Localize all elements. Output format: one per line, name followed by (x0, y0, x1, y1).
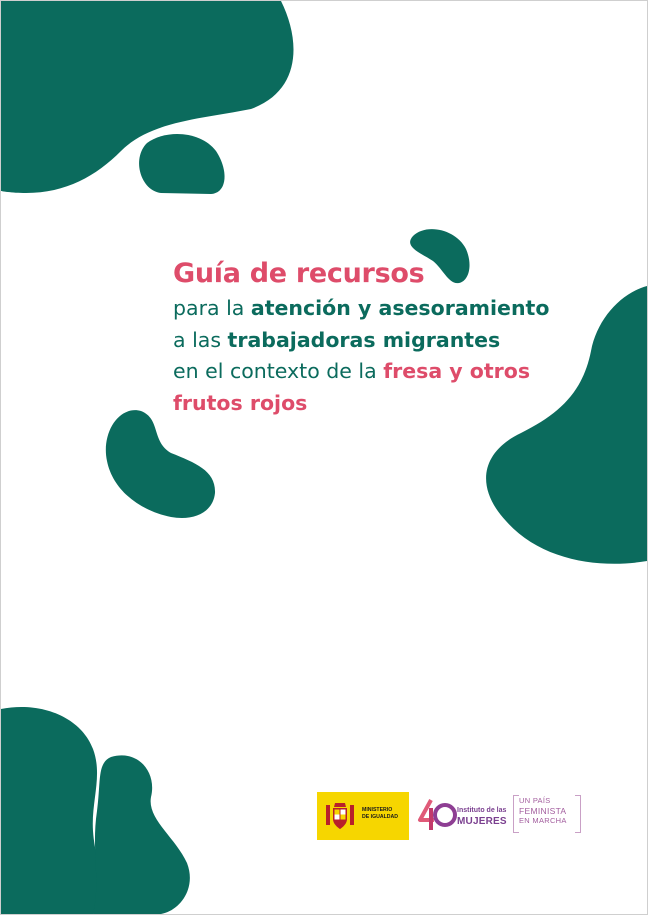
pais-line-3: EN MARCHA (519, 816, 567, 825)
instituto-small-label: Instituto de las (457, 807, 507, 814)
pais-line-1: UN PAÍS (519, 796, 551, 805)
logo-instituto-mujeres (417, 796, 509, 838)
cover-title-block (173, 255, 573, 419)
pais-line-2: FEMINISTA (519, 806, 567, 816)
subtitle-line-3-normal: en el contexto de la (173, 359, 384, 383)
ministerio-line-2: DE IGUALDAD (362, 814, 399, 820)
coat-of-arms-icon (323, 799, 357, 833)
subtitle-line-2-normal: a las (173, 327, 228, 352)
decorative-blobs (1, 1, 647, 914)
logo-pais-feminista (513, 796, 581, 832)
subtitle-line-2-bold: trabajadoras migrantes (227, 327, 501, 352)
blob-mid-left (106, 410, 215, 518)
blob-bottom-left (1, 707, 101, 914)
forty-logo-icon (417, 798, 457, 832)
subtitle-line-4-bold: frutos rojos (173, 390, 308, 415)
logo-ministerio-igualdad (317, 792, 409, 840)
subtitle-line-3 (173, 356, 573, 388)
subtitle-line-1-normal: para la (173, 296, 251, 320)
blob-bottom-left-small (93, 755, 190, 914)
subtitle-line-2 (173, 325, 573, 357)
subtitle-line-1 (173, 293, 573, 325)
subtitle-line-1-bold: atención y asesoramiento (250, 296, 550, 320)
instituto-big-label: MUJERES (457, 816, 507, 827)
cover-title: Guía de recursos (173, 258, 425, 289)
subtitle-line-3-bold: fresa y otros (383, 359, 531, 383)
subtitle-line-4 (173, 388, 573, 420)
blob-small-upper (139, 134, 224, 194)
ministerio-label (362, 807, 408, 821)
ministerio-line-1: MINISTERIO (362, 807, 393, 813)
